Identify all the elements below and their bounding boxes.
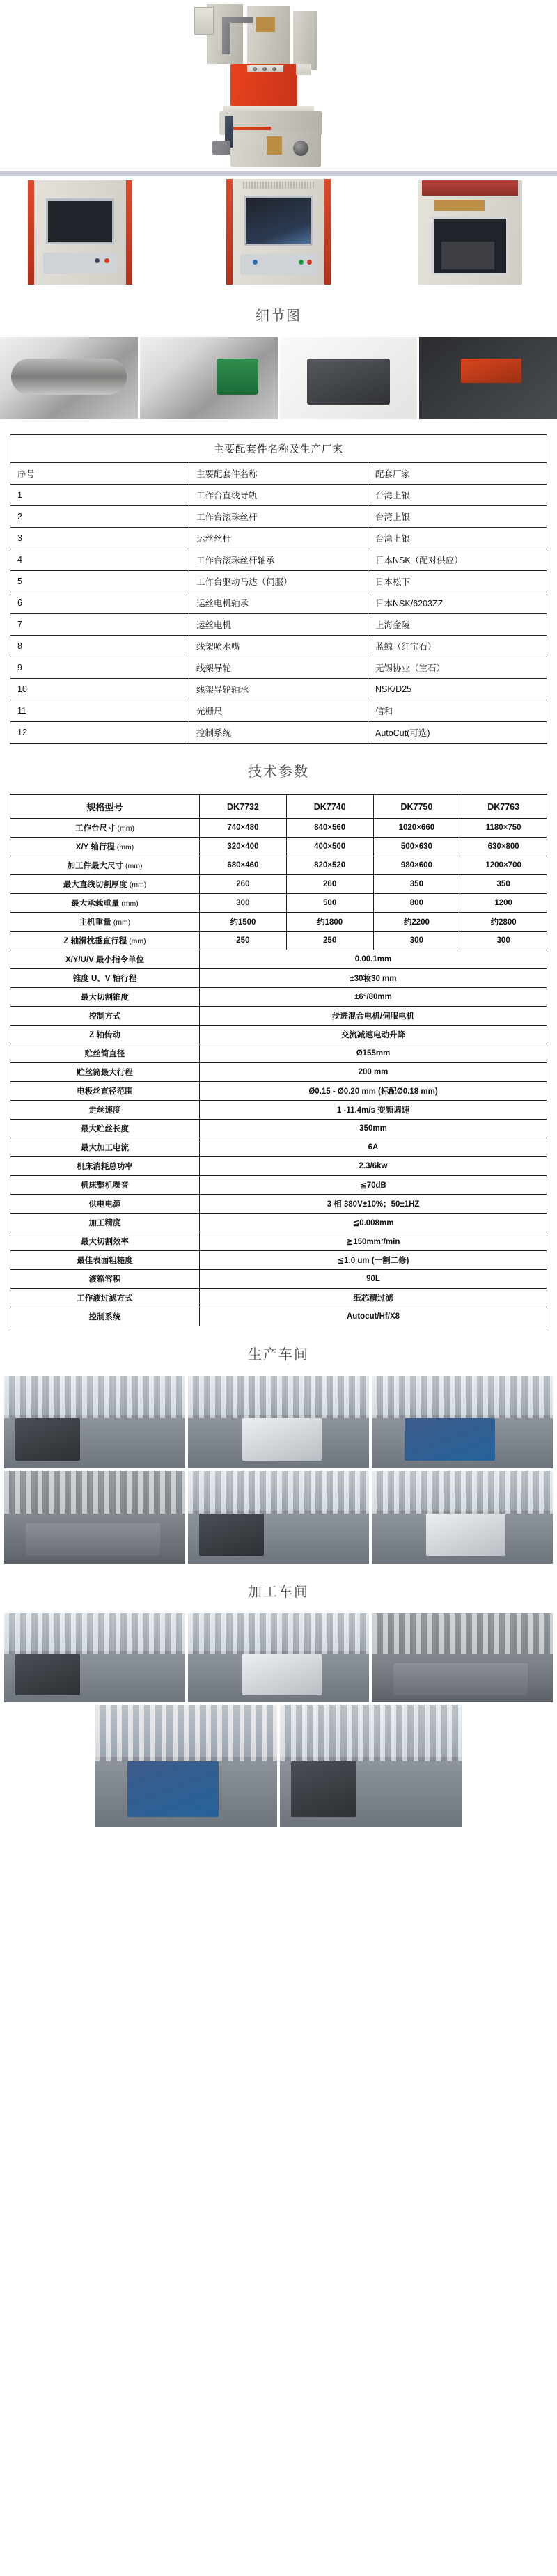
control-cabinet-gallery: [0, 176, 557, 288]
parts-header-name: 主要配套件名称: [189, 463, 368, 485]
cabinet-photo-2: [226, 179, 331, 285]
table-row: [10, 894, 547, 913]
table-row: [10, 1120, 547, 1138]
spec-row-value-merged: 步进混合电机/伺服电机: [200, 1007, 547, 1026]
table-row: [10, 1026, 547, 1044]
spec-row-value: 约1500: [200, 913, 287, 932]
spec-row-label: 锥度 U、V 轴行程: [10, 969, 200, 988]
spec-row-value: 740×480: [200, 819, 287, 838]
part-name: 运丝电机轴承: [189, 592, 368, 614]
part-maker: 无锡协业（宝石）: [368, 657, 547, 679]
part-name: 运丝丝杆: [189, 528, 368, 549]
spec-row-label: 最佳表面粗糙度: [10, 1251, 200, 1270]
spec-row-value: 250: [200, 932, 287, 950]
parts-header-maker: 配套厂家: [368, 463, 547, 485]
spec-row-value: 980×600: [373, 856, 460, 875]
production-workshop-gallery-row-1: [0, 1376, 557, 1468]
detail-image-cabinet-interior: [280, 337, 418, 419]
part-index: 6: [10, 592, 189, 614]
part-index: 9: [10, 657, 189, 679]
spec-row-label: 机床整机噪音: [10, 1176, 200, 1195]
table-row: [10, 722, 547, 744]
spec-row-label: X/Y/U/V 最小指令单位: [10, 950, 200, 969]
part-name: 控制系统: [189, 722, 368, 744]
workshop-photo-3: [372, 1376, 553, 1468]
spec-row-value-merged: 350mm: [200, 1120, 547, 1138]
part-maker: 信和: [368, 700, 547, 722]
spec-model-dk7763: DK7763: [460, 795, 547, 819]
wire-edm-machine-illustration: [164, 4, 393, 168]
table-row: [10, 1044, 547, 1063]
spec-row-value: 约2200: [373, 913, 460, 932]
spec-row-value-merged: ≦0.008mm: [200, 1214, 547, 1232]
hero-product-image: [0, 0, 557, 171]
table-row: [10, 1307, 547, 1326]
spec-row-unit: (mm): [123, 862, 143, 870]
spec-row-value: 350: [373, 875, 460, 894]
detail-section-heading: 细节图: [256, 308, 301, 324]
spec-row-value-merged: ±30妆30 mm: [200, 969, 547, 988]
parts-table-title-row: [10, 435, 547, 463]
machining-workshop-heading: 加工车间: [248, 1585, 309, 1600]
part-maker: 台湾上银: [368, 485, 547, 506]
spec-row-value: 630×800: [460, 838, 547, 856]
table-row: [10, 636, 547, 657]
spec-row-label: 控制方式: [10, 1007, 200, 1026]
spec-row-label: 最大承载重量 (mm): [10, 894, 200, 913]
spec-row-unit: (mm): [111, 918, 131, 927]
table-row: [10, 506, 547, 528]
spec-row-value: 320×400: [200, 838, 287, 856]
detail-image-ball-screw: [0, 337, 138, 419]
part-index: 1: [10, 485, 189, 506]
part-maker: 日本松下: [368, 571, 547, 592]
spec-row-value-merged: ±6°/80mm: [200, 988, 547, 1007]
table-row: [10, 988, 547, 1007]
spec-row-value: 1200: [460, 894, 547, 913]
part-maker: 上海金陵: [368, 614, 547, 636]
part-name: 工作台滚珠丝杆: [189, 506, 368, 528]
spec-row-value-merged: 1 -11.4m/s 变频调速: [200, 1101, 547, 1120]
spec-row-label: 最大直线切割厚度 (mm): [10, 875, 200, 894]
table-row: [10, 549, 547, 571]
spec-row-unit: (mm): [127, 937, 146, 945]
spec-row-label: X/Y 轴行程 (mm): [10, 838, 200, 856]
table-row: [10, 1270, 547, 1289]
spec-model-label: 规格型号: [10, 795, 200, 819]
spec-row-value: 约2800: [460, 913, 547, 932]
part-index: 5: [10, 571, 189, 592]
table-row: [10, 592, 547, 614]
table-row: [10, 819, 547, 838]
part-index: 3: [10, 528, 189, 549]
spec-row-unit: (mm): [115, 824, 134, 833]
spec-model-dk7732: DK7732: [200, 795, 287, 819]
spec-row-label: 最大加工电流: [10, 1138, 200, 1157]
part-maker: 日本NSK/6203ZZ: [368, 592, 547, 614]
workshop-photo-6: [372, 1471, 553, 1564]
machining-workshop-1: [4, 1613, 185, 1702]
workshop-photo-4: [4, 1471, 185, 1564]
production-workshop-heading: 生产车间: [248, 1347, 309, 1362]
part-index: 10: [10, 679, 189, 700]
parts-header-index: 序号: [10, 463, 189, 485]
part-index: 7: [10, 614, 189, 636]
table-row: [10, 856, 547, 875]
part-name: 线架导轮轴承: [189, 679, 368, 700]
spec-row-value: 260: [286, 875, 373, 894]
table-row: [10, 679, 547, 700]
spec-row-value: 840×560: [286, 819, 373, 838]
spec-row-value-merged: 交流减速电动升降: [200, 1026, 547, 1044]
table-row: [10, 485, 547, 506]
table-row: [10, 969, 547, 988]
spec-row-label: Z 轴滑枕垂直行程 (mm): [10, 932, 200, 950]
table-row: [10, 1101, 547, 1120]
table-row: [10, 571, 547, 592]
part-index: 2: [10, 506, 189, 528]
detail-image-linear-guide: [140, 337, 278, 419]
table-row: [10, 1007, 547, 1026]
spec-table-container: [0, 794, 557, 1326]
spec-row-value-merged: Ø155mm: [200, 1044, 547, 1063]
part-name: 工作台驱动马达（伺服）: [189, 571, 368, 592]
spec-row-value: 500: [286, 894, 373, 913]
spec-row-label: 贮丝筒最大行程: [10, 1063, 200, 1082]
table-row: [10, 700, 547, 722]
cabinet-photo-3: [418, 180, 522, 285]
spec-row-value: 400×500: [286, 838, 373, 856]
part-name: 光栅尺: [189, 700, 368, 722]
spec-row-value: 300: [460, 932, 547, 950]
table-row: [10, 1176, 547, 1195]
machining-workshop-2: [188, 1613, 369, 1702]
table-row: [10, 1195, 547, 1214]
workshop-photo-5: [188, 1471, 369, 1564]
spec-row-value-merged: ≦70dB: [200, 1176, 547, 1195]
spec-row-value: 500×630: [373, 838, 460, 856]
part-name: 工作台滚珠丝杆轴承: [189, 549, 368, 571]
part-maker: NSK/D25: [368, 679, 547, 700]
part-index: 4: [10, 549, 189, 571]
spec-row-value: 1200×700: [460, 856, 547, 875]
table-row: [10, 614, 547, 636]
part-index: 12: [10, 722, 189, 744]
table-row: [10, 1251, 547, 1270]
part-maker: 台湾上银: [368, 528, 547, 549]
table-row: [10, 932, 547, 950]
spec-row-label: 工作台尺寸 (mm): [10, 819, 200, 838]
spec-row-unit: (mm): [114, 843, 134, 851]
table-row: [10, 950, 547, 969]
spec-row-label: 加工件最大尺寸 (mm): [10, 856, 200, 875]
parts-table-header-row: [10, 463, 547, 485]
spec-row-value-merged: 3 相 380V±10%；50±1HZ: [200, 1195, 547, 1214]
spec-row-value-merged: 90L: [200, 1270, 547, 1289]
table-row: [10, 1157, 547, 1176]
parts-table-container: [0, 419, 557, 744]
table-row: [10, 1063, 547, 1082]
spec-row-value-merged: 2.3/6kw: [200, 1157, 547, 1176]
part-name: 运丝电机: [189, 614, 368, 636]
machining-workshop-gallery-row-1: [0, 1613, 557, 1702]
spec-row-value: 260: [200, 875, 287, 894]
table-row: [10, 657, 547, 679]
part-index: 8: [10, 636, 189, 657]
detail-image-electrical-box: [419, 337, 557, 419]
table-row: [10, 1214, 547, 1232]
spec-row-value: 350: [460, 875, 547, 894]
detail-image-strip: [0, 337, 557, 419]
spec-row-label: 贮丝简直径: [10, 1044, 200, 1063]
table-row: [10, 1232, 547, 1251]
table-row: [10, 528, 547, 549]
spec-row-label: 最大贮丝长度: [10, 1120, 200, 1138]
spec-row-value-merged: 0.00.1mm: [200, 950, 547, 969]
spec-row-label: 机床消耗总功率: [10, 1157, 200, 1176]
part-name: 线架喷水嘴: [189, 636, 368, 657]
spec-row-value-merged: Ø0.15 - Ø0.20 mm (标配Ø0.18 mm): [200, 1082, 547, 1101]
spec-row-value: 1180×750: [460, 819, 547, 838]
page-bottom-spacer: [0, 1827, 557, 1845]
part-maker: 蓝鲸（红宝石）: [368, 636, 547, 657]
technical-spec-table: [10, 794, 547, 1326]
part-maker: AutoCut(可选): [368, 722, 547, 744]
table-row: [10, 875, 547, 894]
spec-row-value: 800: [373, 894, 460, 913]
spec-row-label: 工作液过滤方式: [10, 1289, 200, 1307]
spec-model-dk7740: DK7740: [286, 795, 373, 819]
machining-workshop-4: [95, 1705, 277, 1827]
part-name: 线架导轮: [189, 657, 368, 679]
workshop-photo-1: [4, 1376, 185, 1468]
spec-row-value-merged: 6A: [200, 1138, 547, 1157]
spec-row-unit: (mm): [127, 881, 147, 889]
part-index: 11: [10, 700, 189, 722]
table-row: [10, 1082, 547, 1101]
part-name: 工作台直线导轨: [189, 485, 368, 506]
table-row: [10, 838, 547, 856]
machining-workshop-gallery-row-2: [0, 1702, 557, 1827]
spec-row-label: 控制系统: [10, 1307, 200, 1326]
spec-row-label: 供电电源: [10, 1195, 200, 1214]
section-divider-band: [0, 171, 557, 176]
cabinet-photo-1: [28, 180, 132, 285]
spec-row-label: 加工精度: [10, 1214, 200, 1232]
spec-row-label: 最大切割效率: [10, 1232, 200, 1251]
spec-row-value: 300: [200, 894, 287, 913]
spec-section-heading: 技术参数: [248, 764, 309, 780]
spec-row-label: 主机重量 (mm): [10, 913, 200, 932]
spec-row-value-merged: 纸芯精过滤: [200, 1289, 547, 1307]
spec-row-value-merged: ≧150mm²/min: [200, 1232, 547, 1251]
machining-workshop-3: [372, 1613, 553, 1702]
spec-row-label: 最大切割锥度: [10, 988, 200, 1007]
spec-row-value: 约1800: [286, 913, 373, 932]
spec-row-value-merged: ≦1.0 um (一割二修): [200, 1251, 547, 1270]
spec-row-value-merged: 200 mm: [200, 1063, 547, 1082]
table-row: [10, 1138, 547, 1157]
table-row: [10, 1289, 547, 1307]
spec-row-value: 300: [373, 932, 460, 950]
production-workshop-gallery-row-2: [0, 1471, 557, 1564]
spec-row-label: Z 轴传动: [10, 1026, 200, 1044]
main-parts-table: [10, 434, 547, 744]
spec-row-value: 820×520: [286, 856, 373, 875]
spec-row-value: 1020×660: [373, 819, 460, 838]
spec-row-value: 680×460: [200, 856, 287, 875]
spec-row-value-merged: Autocut/Hf/X8: [200, 1307, 547, 1326]
spec-row-label: 走丝速度: [10, 1101, 200, 1120]
spec-header-row: [10, 795, 547, 819]
spec-row-unit: (mm): [119, 900, 139, 908]
spec-row-label: 液箱容积: [10, 1270, 200, 1289]
spec-row-value: 250: [286, 932, 373, 950]
table-row: [10, 913, 547, 932]
part-maker: 日本NSK（配对供应）: [368, 549, 547, 571]
spec-model-dk7750: DK7750: [373, 795, 460, 819]
workshop-photo-2: [188, 1376, 369, 1468]
machining-workshop-5: [280, 1705, 462, 1827]
parts-table-title: 主要配套件名称及生产厂家: [10, 435, 547, 463]
part-maker: 台湾上银: [368, 506, 547, 528]
spec-row-label: 电极丝直径范围: [10, 1082, 200, 1101]
